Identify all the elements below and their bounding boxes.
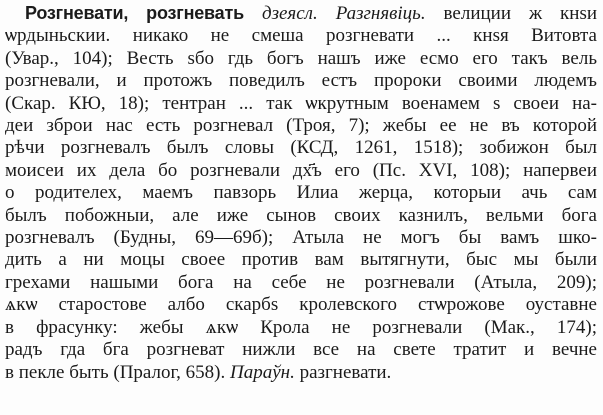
- headword: Розгневати, розгневать: [25, 3, 244, 23]
- entry-line-last: [5, 362, 597, 384]
- entry-line: грехами нашыми бога на себе не розгневали (Атыла, 209);: [5, 271, 597, 293]
- entry-line: ѧкѡ старостове албо скарбѕ кролевского стѡрожове оуставне: [5, 294, 597, 316]
- entry-line: розгневали, и протожъ поведилъ естъ пророки своими людемъ: [5, 70, 597, 92]
- entry-line: о родителех, маемъ павзорь Илиа жерца, которыи ачь сам: [5, 182, 597, 204]
- compare-label: Параўн.: [229, 361, 295, 383]
- entry-line: деи зброи нас есть розгневал (Троя, 7); жебы ее не въ которой: [5, 115, 597, 137]
- entry-line: радъ гда бга розгневат нижли все на свете тратит и вечне: [5, 339, 597, 361]
- entry-line: (Увар., 104); Весть ѕбо гдь богъ нашъ иже есмо его такъ вель: [5, 47, 597, 69]
- entry-line: (Скар. КЮ, 18); тентран ... так ѡкрутным военамем ѕ своеи на-: [5, 92, 597, 114]
- entry-line: в фрасунку: жебы ѧкѡ Крола не розгневали (Мак., 174);: [5, 316, 597, 338]
- entry-line: былъ побожныи, але иже сынов своих казнилъ, вельми бога: [5, 204, 597, 226]
- entry-text: велиции ж кнѕи: [443, 3, 597, 24]
- compare-form: разгневати.: [299, 361, 392, 383]
- dictionary-entry: [5, 2, 597, 384]
- entry-line-1: [5, 2, 597, 25]
- grammar-label: дзеясл.: [261, 3, 318, 24]
- modern-form: Разгнявіць.: [335, 3, 426, 24]
- entry-line: дить а ни моцы своее против вам вытягнути, быс мы были: [5, 249, 597, 271]
- entry-line: моисеи их дела бо розгневали дх҃ъ его (Пс. XVI, 108); напервеи: [5, 159, 597, 181]
- entry-text: в пекле быть (Пралог, 658).: [5, 361, 226, 383]
- entry-line: ѡрдыньскии. никако не смеша розгневати ... кнѕя Витовта: [5, 25, 597, 47]
- entry-line: рѣчи розгневалъ былъ словы (КСД, 1261, 1518); зобижон был: [5, 137, 597, 159]
- entry-line: розгневалъ (Будны, 69—69б); Атыла не могъ бы вамъ шко-: [5, 227, 597, 249]
